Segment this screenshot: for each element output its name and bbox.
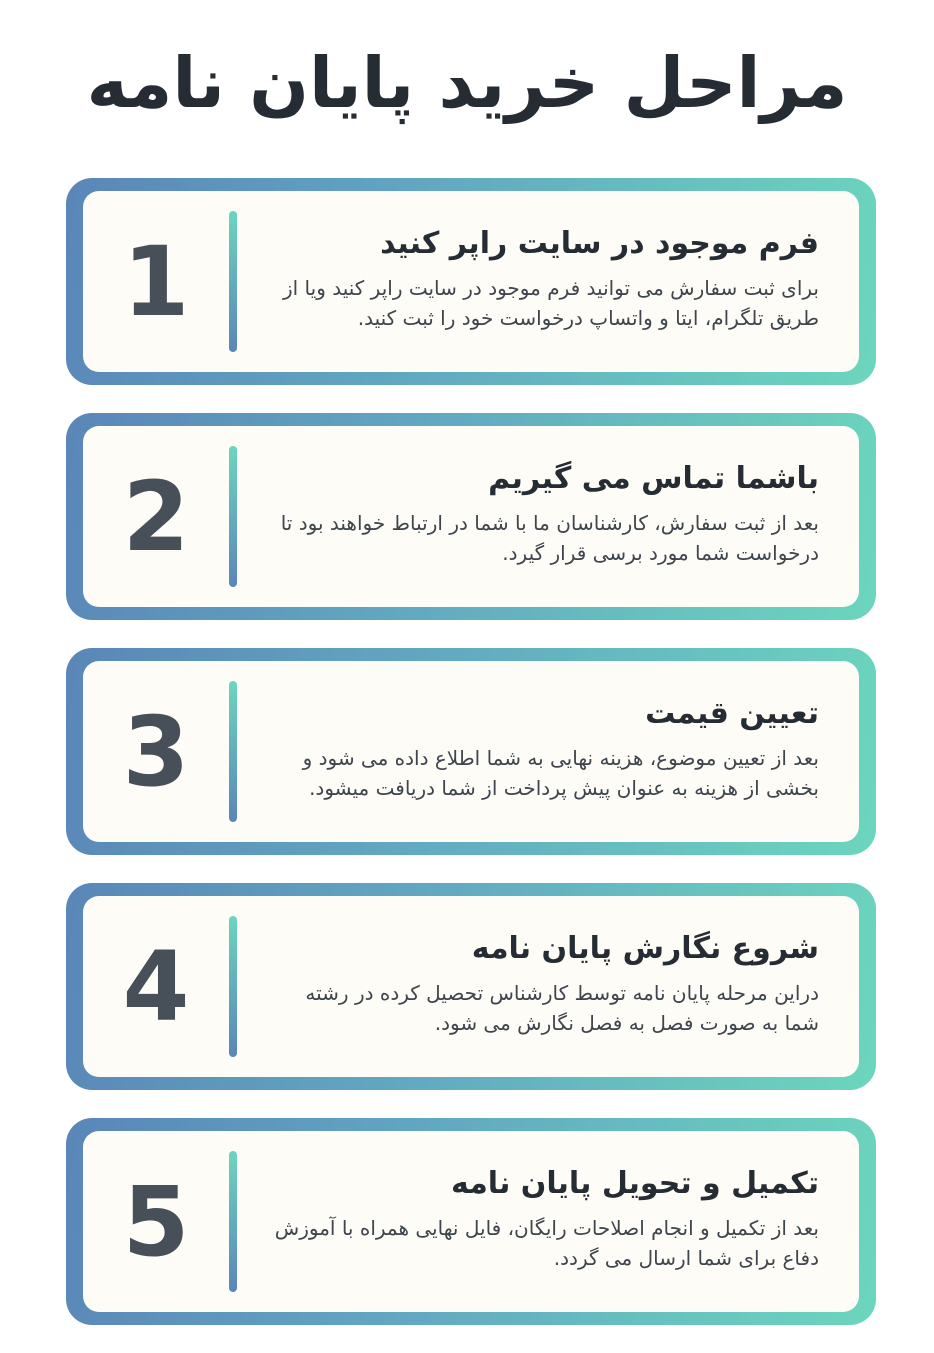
step-card-inner <box>83 426 859 607</box>
step-divider <box>229 681 237 822</box>
step-card-4 <box>66 883 876 1090</box>
step-card-inner <box>83 191 859 372</box>
step-heading: باشما تماس می گیریم <box>488 461 819 496</box>
step-card-inner <box>83 661 859 842</box>
step-text <box>273 928 819 1038</box>
step-heading: تعیین قیمت <box>645 696 819 731</box>
step-body: بعد از ثبت سفارش، کارشناسان ما با شما در ارتباط خواهند بود تا درخواست شما مورد برسی قرار گیرد. <box>280 511 819 565</box>
steps-list <box>66 178 876 1353</box>
step-divider <box>229 1151 237 1292</box>
step-number: 1 <box>122 225 190 338</box>
step-divider <box>229 211 237 352</box>
step-text <box>273 458 819 568</box>
step-card-1 <box>66 178 876 385</box>
step-heading: فرم موجود در سایت راپر کنید <box>380 226 819 261</box>
step-number: 4 <box>122 930 190 1043</box>
step-card-5 <box>66 1118 876 1325</box>
step-card-inner <box>83 1131 859 1312</box>
step-text <box>273 1163 819 1273</box>
step-body: دراین مرحله پایان نامه توسط کارشناس تحصیل کرده در رشته شما به صورت فصل به فصل نگارش می شود. <box>305 981 819 1035</box>
step-body: بعد از تعیین موضوع، هزینه نهایی به شما اطلاع داده می شود و بخشی از هزینه به عنوان پیش پرداخت از شما دریافت میشود. <box>302 746 819 800</box>
step-card-inner <box>83 896 859 1077</box>
step-divider <box>229 916 237 1057</box>
step-divider <box>229 446 237 587</box>
step-heading: تکمیل و تحویل پایان نامه <box>451 1166 819 1201</box>
step-body: برای ثبت سفارش می توانید فرم موجود در سایت راپر کنید ویا از طریق تلگرام، ایتا و واتساپ درخواست خود را ثبت کنید. <box>282 276 819 330</box>
step-number: 5 <box>122 1165 190 1278</box>
step-text <box>273 223 819 333</box>
page-title: مراحل خرید پایان نامه <box>86 42 848 124</box>
step-body: بعد از تکمیل و انجام اصلاحات رایگان، فایل نهایی همراه با آموزش دفاع برای شما ارسال می گردد. <box>274 1216 819 1270</box>
step-card-2 <box>66 413 876 620</box>
step-heading: شروع نگارش پایان نامه <box>471 931 819 966</box>
step-card-3 <box>66 648 876 855</box>
step-text <box>273 693 819 803</box>
step-number: 3 <box>122 695 190 808</box>
step-number: 2 <box>122 460 190 573</box>
